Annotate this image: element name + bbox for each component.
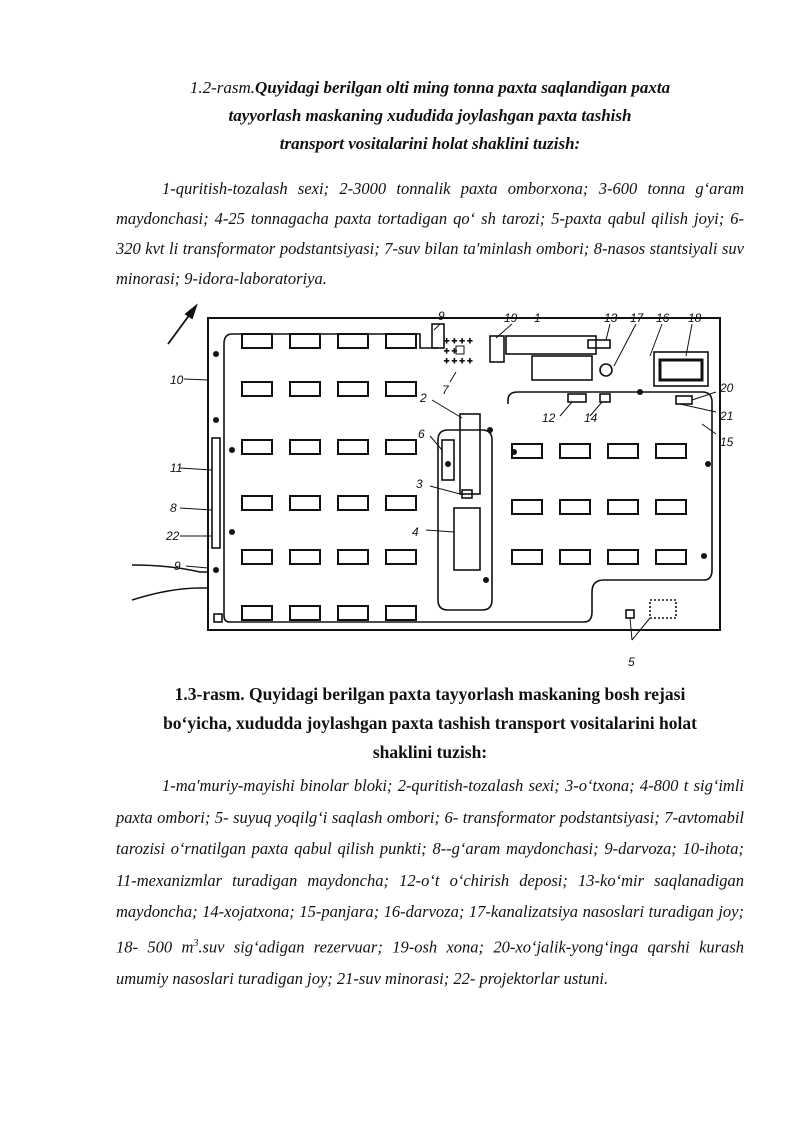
lamp-post	[637, 389, 643, 395]
figure-1-3-caption	[110, 680, 750, 767]
label-22: 22	[166, 529, 180, 543]
lamp-post	[213, 567, 219, 573]
label-13: 13	[604, 311, 618, 325]
cotton-stack	[290, 550, 320, 564]
figure-1-3-title-line2: bo‘yicha, xududda joylashgan paxta tashish transport vositalarini holat	[163, 713, 697, 733]
building-20	[676, 396, 692, 404]
cotton-stack	[338, 550, 368, 564]
cotton-stack	[560, 550, 590, 564]
cotton-stack	[242, 496, 272, 510]
label-2: 2	[420, 391, 427, 405]
building-16-inner	[660, 360, 702, 380]
cotton-stack	[386, 334, 416, 348]
label-1: 1	[534, 311, 541, 325]
figure-1-2-title-line2: tayyorlash maskaning xududida joylashgan paxta tashish	[228, 106, 632, 125]
building-6	[442, 440, 454, 480]
building-22	[214, 614, 222, 622]
label-5: 5	[628, 655, 635, 669]
label-15: 15	[720, 435, 734, 449]
cotton-stack	[656, 550, 686, 564]
cotton-stack	[386, 550, 416, 564]
cotton-stack	[608, 500, 638, 514]
label-3: 3	[416, 477, 423, 491]
label-11: 11	[170, 461, 183, 475]
cotton-stack	[242, 334, 272, 348]
label-18: 18	[688, 311, 702, 325]
cotton-stack	[560, 500, 590, 514]
lamp-post	[213, 417, 219, 423]
gate-9-block	[432, 324, 444, 348]
building-13	[588, 340, 610, 348]
cotton-stack	[656, 500, 686, 514]
figure-1-2-caption	[110, 74, 750, 158]
cotton-stack	[290, 382, 320, 396]
entry-road-lower	[132, 588, 208, 600]
building-19	[490, 336, 504, 362]
cotton-stack	[338, 382, 368, 396]
label-6: 6	[418, 427, 425, 441]
cotton-stack	[386, 606, 416, 620]
figure-1-2-colon: :	[574, 134, 581, 153]
label-9-top: 9	[438, 309, 445, 323]
water-supply-area-7	[444, 336, 473, 366]
label-16: 16	[656, 311, 670, 325]
svg-text:+ + + +: + + + +	[444, 356, 473, 366]
figure-1-2-title-line3: transport vositalarini holat shaklini tuzish	[279, 134, 575, 153]
building-1	[506, 336, 596, 354]
label-10: 10	[170, 373, 184, 387]
lamp-post	[445, 461, 451, 467]
figure-1-3-title-line3: shaklini tuzish:	[372, 742, 488, 762]
lamp-post	[705, 461, 711, 467]
svg-text:+ + + +: + + + +	[444, 336, 473, 346]
label-12: 12	[542, 411, 556, 425]
building-4	[454, 508, 480, 570]
cotton-stack	[512, 550, 542, 564]
lamp-post	[229, 529, 235, 535]
cotton-stack	[290, 606, 320, 620]
lamp-post	[701, 553, 707, 559]
label-17: 17	[630, 311, 644, 325]
cotton-stack	[560, 444, 590, 458]
entry-road-upper	[132, 565, 208, 572]
inner-road-left	[224, 334, 712, 622]
cotton-stack	[338, 496, 368, 510]
cotton-stack	[608, 550, 638, 564]
figure-1-3-legend	[116, 770, 744, 994]
label-20: 20	[720, 381, 734, 395]
lamp-post	[483, 577, 489, 583]
central-yard-road	[438, 430, 492, 610]
site-plan-diagram	[120, 300, 760, 675]
building-12	[568, 394, 586, 402]
figure-1-2-legend-text: 1-quritish-tozalash sexi; 2-3000 tonnalik paxta omborxona; 3-600 tonna g‘aram maydonchasi; 4-25 tonnagacha paxta tortadigan qo‘ sh tarozi; 5-paxta qabul qilish joyi; 6-320 kvt li transformator podstantsiyasi; 7-suv bilan ta'minlash ombori; 8-nasos stantsiyali suv minorasi; 9-idora-laboratoriya.	[116, 179, 744, 288]
building-11	[212, 438, 220, 548]
cotton-stack	[290, 496, 320, 510]
lamp-post	[487, 427, 493, 433]
cotton-stack	[338, 606, 368, 620]
figure-1-3-legend-superscript: 3	[193, 937, 199, 949]
lamp-post	[213, 351, 219, 357]
building-14	[600, 394, 610, 402]
building-1-b	[532, 356, 592, 380]
building-5	[626, 610, 634, 618]
cotton-stack	[338, 334, 368, 348]
cotton-stack	[386, 440, 416, 454]
figure-1-3-title-line1: 1.3-rasm. Quyidagi berilgan paxta tayyorlash maskaning bosh rejasi	[174, 684, 686, 704]
building-18	[650, 600, 676, 618]
building-2	[460, 414, 480, 494]
cotton-stack	[242, 606, 272, 620]
lamp-post	[229, 447, 235, 453]
cotton-stack	[386, 496, 416, 510]
cotton-stack	[290, 334, 320, 348]
figure-1-2-legend	[116, 174, 744, 294]
label-14: 14	[584, 411, 598, 425]
cotton-stack	[338, 440, 368, 454]
figure-1-3-legend-text-a: 1-ma'muriy-mayishi binolar bloki; 2-quritish-tozalash sexi; 3-o‘txona; 4-800 t sig‘imli paxta ombori; 5- suyuq yoqilg‘i saqlash ombori; 6- transformator podstantsiyasi; 7-avtomabil tarozisi o‘rnatilgan paxta qabul qilish punkti; 8--g‘aram maydonchasi; 9-darvoza; 10-ihota; 11-mexanizmlar turadigan maydoncha; 12-o‘t o‘chirish deposi; 13-ko‘mir saqlanadigan maydoncha; 14-xojatxona; 15-panjara; 16-darvoza; 17-kanalizatsiya nasoslari turadigan joy; 18- 500 m	[116, 776, 744, 956]
cotton-stack	[656, 444, 686, 458]
reservoir-17	[600, 364, 612, 376]
cotton-stack	[290, 440, 320, 454]
label-19: 19	[504, 311, 518, 325]
cotton-stack	[512, 500, 542, 514]
figure-1-2-prefix: 1.2-rasm.	[189, 78, 255, 97]
label-9-left: 9	[174, 559, 181, 573]
cotton-stack	[242, 382, 272, 396]
label-7: 7	[442, 383, 449, 397]
cotton-stack	[608, 444, 638, 458]
label-21: 21	[720, 409, 734, 423]
lamp-post	[511, 449, 517, 455]
inner-road-top	[232, 334, 438, 348]
cotton-stack	[242, 550, 272, 564]
figure-1-2-title-line1: Quyidagi berilgan olti ming tonna paxta saqlandigan paxta	[255, 78, 671, 97]
svg-text:+ +: + +	[444, 346, 458, 356]
north-arrow	[168, 306, 196, 344]
label-8: 8	[170, 501, 177, 515]
label-4: 4	[412, 525, 419, 539]
cotton-stack	[242, 440, 272, 454]
cotton-stack	[386, 382, 416, 396]
figure-1-3-legend-text-b: .suv sig‘adigan rezervuar; 19-osh xona; 20-xo‘jalik-yong‘inga qarshi kurash umumiy nasoslari turadigan joy; 21-suv minorasi; 22- projektorlar ustuni.	[116, 937, 744, 988]
